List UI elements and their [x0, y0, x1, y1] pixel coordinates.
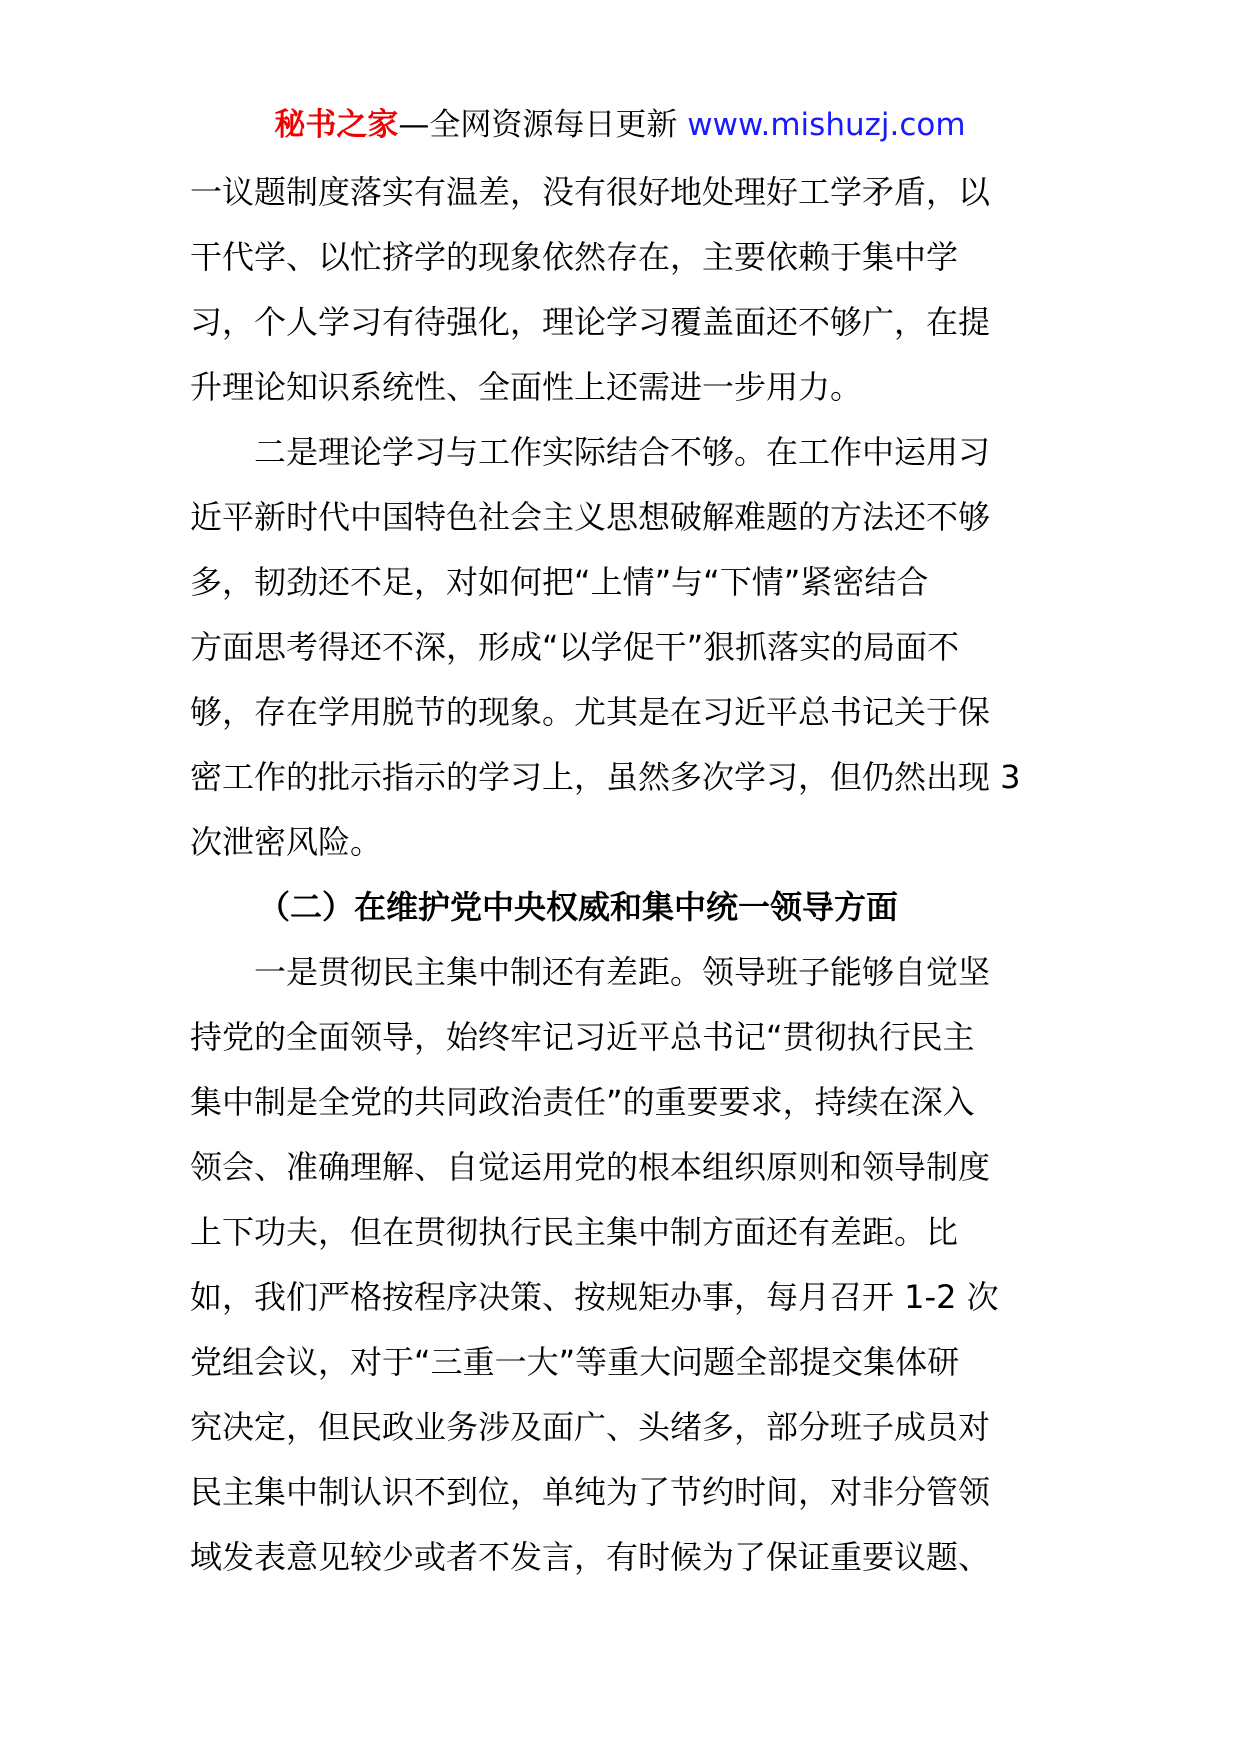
- body-line: 党组会议，对于“三重一大”等重大问题全部提交集体研: [190, 1343, 960, 1381]
- body-line: 方面思考得还不深，形成“以学促干”狠抓落实的局面不: [190, 628, 960, 666]
- body-line: 升理论知识系统性、全面性上还需进一步用力。: [190, 368, 863, 406]
- body-line: 多，韧劲还不足，对如何把“上情”与“下情”紧密结合: [190, 563, 929, 601]
- brand-name: 秘书之家: [274, 107, 399, 143]
- body-line: 究决定，但民政业务涉及面广、头绪多，部分班子成员对: [190, 1408, 991, 1446]
- body-line: 如，我们严格按程序决策、按规矩办事，每月召开 1-2 次: [190, 1278, 999, 1316]
- body-line: 域发表意见较少或者不发言，有时候为了保证重要议题、: [190, 1538, 991, 1576]
- body-line: 领会、准确理解、自觉运用党的根本组织原则和领导制度: [190, 1148, 991, 1186]
- section-heading: （二）在维护党中央权威和集中统一领导方面: [258, 888, 899, 926]
- body-line: 够，存在学用脱节的现象。尤其是在习近平总书记关于保: [190, 693, 991, 731]
- body-line: 干代学、以忙挤学的现象依然存在，主要依赖于集中学: [190, 238, 959, 276]
- paragraph-start-line: 二是理论学习与工作实际结合不够。在工作中运用习: [190, 433, 991, 471]
- body-line: 持党的全面领导，始终牢记习近平总书记“贯彻执行民主: [190, 1018, 975, 1056]
- header-tagline: —全网资源每日更新: [398, 107, 688, 143]
- body-line: 次泄密风险。: [190, 823, 383, 861]
- body-line: 习，个人学习有待强化，理论学习覆盖面还不够广，在提: [190, 303, 991, 341]
- document-body: [190, 160, 1060, 1590]
- body-line: 民主集中制认识不到位，单纯为了节约时间，对非分管领: [190, 1473, 991, 1511]
- body-line: 上下功夫，但在贯彻执行民主集中制方面还有差距。比: [190, 1213, 959, 1251]
- site-url: www.mishuzj.com: [687, 107, 966, 143]
- body-line: 集中制是全党的共同政治责任”的重要要求，持续在深入: [190, 1083, 975, 1121]
- body-line: 密工作的批示指示的学习上，虽然多次学习，但仍然出现 3: [190, 758, 1021, 796]
- site-header: [0, 100, 1240, 150]
- body-line: 一议题制度落实有温差，没有很好地处理好工学矛盾，以: [190, 173, 991, 211]
- paragraph-start-line: 一是贯彻民主集中制还有差距。领导班子能够自觉坚: [190, 953, 991, 991]
- body-line: 近平新时代中国特色社会主义思想破解难题的方法还不够: [190, 498, 991, 536]
